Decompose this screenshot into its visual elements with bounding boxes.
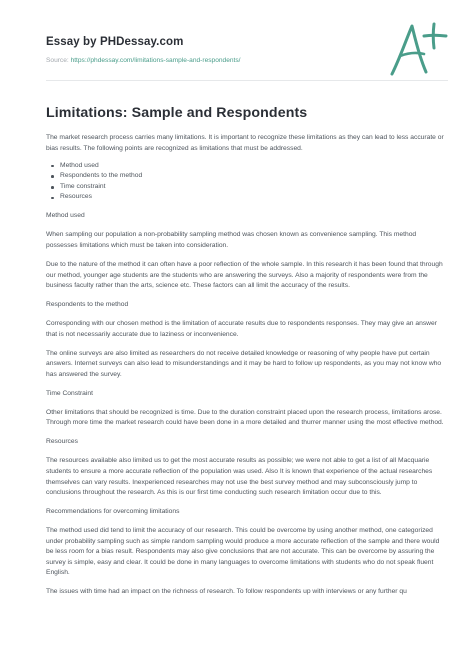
paragraph: Corresponding with our chosen method is the limitation of accurate results due to respondents responses. They may give an answer that is not necessarily accurate due to laziness or inconvenience. — [46, 320, 437, 338]
page-header — [46, 0, 448, 80]
list-item: Resources — [46, 192, 448, 203]
essay-body — [46, 133, 448, 598]
paragraph: The resources available also limited us to get the most accurate results as possible; we were not able to get a list of all Macquarie students to ensure a more accurate reflection of the population was used. Also It is known that experience of the actual researches themselves can vary results. Inexperienced researches may not use the best survey method and may subconsciously jump to conclusions throughout the research. As this is our first time conducting such research limitation occur due to this. — [46, 457, 433, 497]
list-item: Method used — [46, 161, 448, 172]
section-heading-recommendations: Recommendations for overcoming limitations — [46, 508, 180, 516]
paragraph: The issues with time had an impact on the richness of research. To follow respondents up with interviews or any further qu — [46, 588, 407, 596]
paragraph: The online surveys are also limited as researchers do not receive detailed knowledge or reasoning of why people have put certain answers. Internet surveys can also lead to misunderstandings and it may be hard to follow up respondents, as you may not know who has answered the survey. — [46, 349, 442, 378]
paragraph: Due to the nature of the method it can often have a poor reflection of the whole sample. In this research it has been found that through our method, younger age students are the students who are answering the surveys. Also a majority of respondents were from the business faculty rather than the arts, science etc. These factors can all limit the accuracy of the results. — [46, 260, 443, 290]
header-divider — [46, 80, 448, 81]
source-link[interactable]: https://phdessay.com/limitations-sample-and-respondents/ — [70, 57, 241, 64]
limitations-list — [46, 161, 448, 203]
section-heading-time: Time Constraint — [46, 389, 93, 397]
list-item: Respondents to the method — [46, 171, 448, 182]
list-item: Time constraint — [46, 182, 448, 193]
section-heading-respondents: Respondents to the method — [46, 301, 129, 309]
site-name: Essay by PHDessay.com — [46, 36, 184, 48]
source-line — [46, 57, 241, 64]
a-plus-logo-icon — [382, 18, 452, 78]
section-heading-resources: Resources — [46, 438, 78, 446]
source-label: Source: — [46, 57, 71, 64]
paragraph: Other limitations that should be recognized is time. Due to the duration constraint placed upon the research process, limitations arose. Through more time the market research could have been done in a more detailed and thurrer manner using the most effective method. — [46, 408, 444, 427]
intro-paragraph: The market research process carries many limitations. It is important to recognize these limitations as they can lead to less accurate or bias results. The following points are recognized as limitations that must be addressed. — [46, 134, 444, 152]
paragraph: When sampling our population a non-probability sampling method was chosen known as convenience sampling. This method possesses limitations which must be taken into consideration. — [46, 231, 417, 249]
essay-title: Limitations: Sample and Respondents — [46, 105, 308, 121]
section-heading-method: Method used — [46, 212, 85, 220]
paragraph: The method used did tend to limit the accuracy of our research. This could be overcome by using another method, one categorized under probability sampling such as simple random sampling would produce a more accurate reflection of the sample and there would be less room for a bias result. Respondents may also give conclusions that are not accurate. This can be overcome by assuring the survey is simple, easy and clear. It could be done in many languages to overcome limitations with students who do not speak fluent English. — [46, 527, 440, 577]
